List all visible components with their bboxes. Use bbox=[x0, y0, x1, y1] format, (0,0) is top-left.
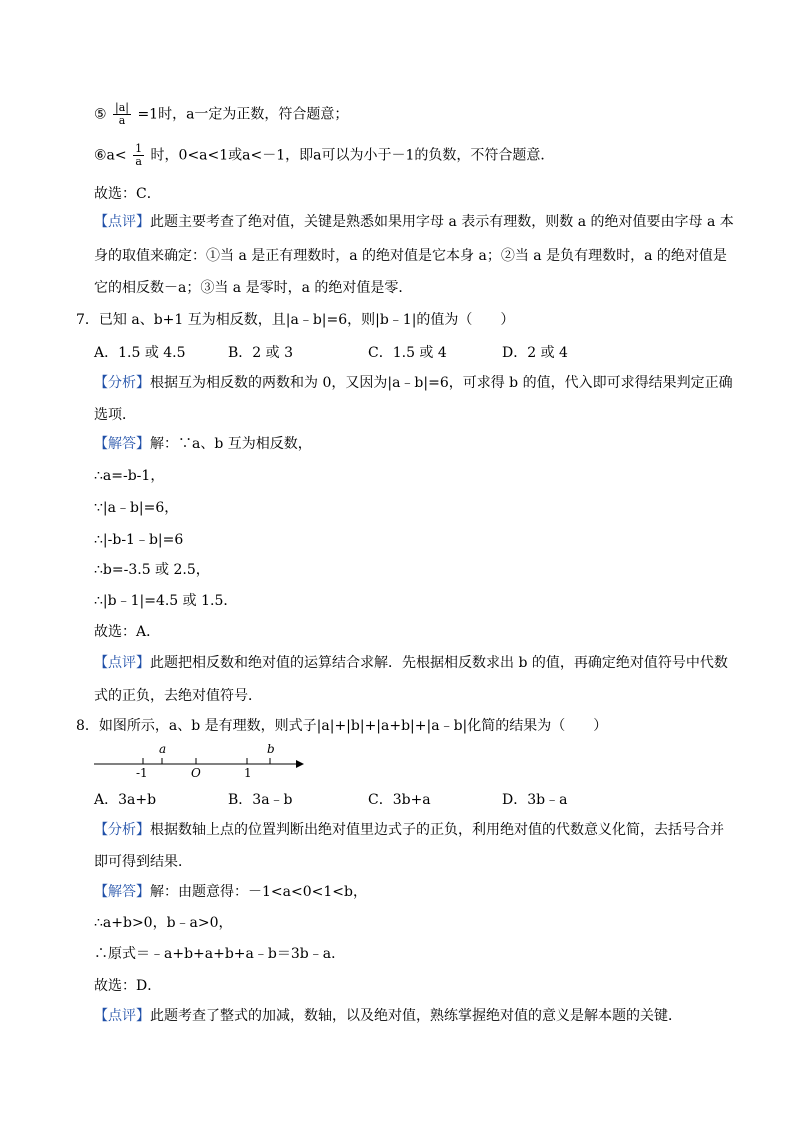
q7-comment-line-2: 式的正负，去绝对值符号． bbox=[94, 688, 262, 704]
comment-6-line-2: 身的取值来确定：①当 a 是正有理数时，a 的绝对值是它本身 a；②当 a 是负有理数时，a 的绝对值是 bbox=[94, 248, 727, 264]
q7-step-3: ∴|-b-1﹣b|=6 bbox=[94, 532, 184, 548]
question-8-stem: 8．如图所示，a、b 是有理数，则式子|a|+|b|+|a+b|+|a﹣b|化简的结果为（ ） bbox=[76, 718, 608, 734]
q7-comment-line-1: 【点评】此题把相反数和绝对值的运算结合求解．先根据相反数求出 b 的值，再确定绝对值符号中代数 bbox=[94, 655, 728, 671]
q8-option-a: A．3a+b bbox=[94, 792, 157, 808]
q7-option-a: A．1.5 或 4.5 bbox=[94, 345, 186, 361]
q7-step-5: ∴|b﹣1|=4.5 或 1.5． bbox=[94, 593, 238, 609]
q7-step-4: ∴b=-3.5 或 2.5， bbox=[94, 562, 210, 578]
q7-option-c: C．1.5 或 4 bbox=[368, 345, 447, 361]
q8-step-1: ∴a+b>0，b﹣a>0， bbox=[94, 915, 233, 931]
circled-5: ⑤ bbox=[94, 106, 107, 123]
q7-step-1: ∴a=-b-1， bbox=[94, 468, 165, 484]
label-origin: O bbox=[191, 766, 201, 780]
number-line-arrow bbox=[296, 760, 304, 768]
q8-solution-line-1: 【解答】解：由题意得：－1<a<0<1<b， bbox=[94, 884, 367, 900]
q7-step-2: ∵|a﹣b|=6， bbox=[94, 500, 179, 516]
q7-analysis-line-2: 选项． bbox=[94, 407, 136, 423]
q8-analysis-line-2: 即可得到结果． bbox=[94, 854, 192, 870]
answer-6: 故选：C． bbox=[94, 186, 161, 202]
label-a: a bbox=[159, 742, 167, 756]
q8-option-b: B．3a﹣b bbox=[228, 792, 293, 808]
q8-option-c: C．3b+a bbox=[368, 792, 431, 808]
q8-step-2: ∴原式＝﹣a+b+a+b+a﹣b＝3b﹣a． bbox=[94, 946, 346, 962]
label-b: b bbox=[267, 742, 275, 756]
q8-comment-line-1: 【点评】此题考查了整式的加减，数轴，以及绝对值，熟练掌握绝对值的意义是解本题的关键． bbox=[94, 1008, 682, 1024]
comment-6-line-1: 【点评】此题主要考查了绝对值，关键是熟悉如果用字母 a 表示有理数，则数 a 的绝对值要由字母 a 本 bbox=[94, 214, 734, 230]
fraction-abs-a-over-a: $\frac{|a|}{a}$ bbox=[115, 101, 129, 127]
q7-analysis-line-1: 【分析】根据互为相反数的两数和为 0，又因为|a﹣b|=6，可求得 b 的值，代入即可求得结果判定正确 bbox=[94, 375, 733, 391]
q8-analysis-line-1: 【分析】根据数轴上点的位置判断出绝对值里边式子的正负，利用绝对值的代数意义化简，去括号合并 bbox=[94, 822, 724, 838]
q7-option-b: B．2 或 3 bbox=[228, 345, 294, 361]
label-one: 1 bbox=[244, 766, 252, 780]
q8-answer: 故选：D． bbox=[94, 978, 162, 994]
comment-6-line-3: 它的相反数－a；③当 a 是零时，a 的绝对值是零． bbox=[94, 280, 413, 296]
comment-tag: 【点评】 bbox=[94, 214, 150, 230]
q7-option-d: D．2 或 4 bbox=[502, 345, 568, 361]
condition-6: ⑥a< $\frac{1}{a}$ 时，0<a<1或a<－1，即a可以为小于－1的负数，不符合题意． bbox=[94, 142, 555, 168]
q7-answer: 故选：A． bbox=[94, 624, 161, 640]
condition-5: ⑤ $\frac{|a|}{a}$ =1时，a一定为正数，符合题意； bbox=[94, 101, 349, 127]
number-line-figure bbox=[90, 738, 310, 780]
fraction-1-over-a: $\frac{1}{a}$ bbox=[135, 142, 143, 168]
q7-solution-line-1: 【解答】解：∵a、b 互为相反数， bbox=[94, 436, 312, 452]
question-7-stem: 7．已知 a、b+1 互为相反数，且|a﹣b|=6，则|b﹣1|的值为（ ） bbox=[76, 312, 515, 328]
q8-option-d: D．3b﹣a bbox=[502, 792, 568, 808]
label-neg1: -1 bbox=[136, 766, 148, 780]
